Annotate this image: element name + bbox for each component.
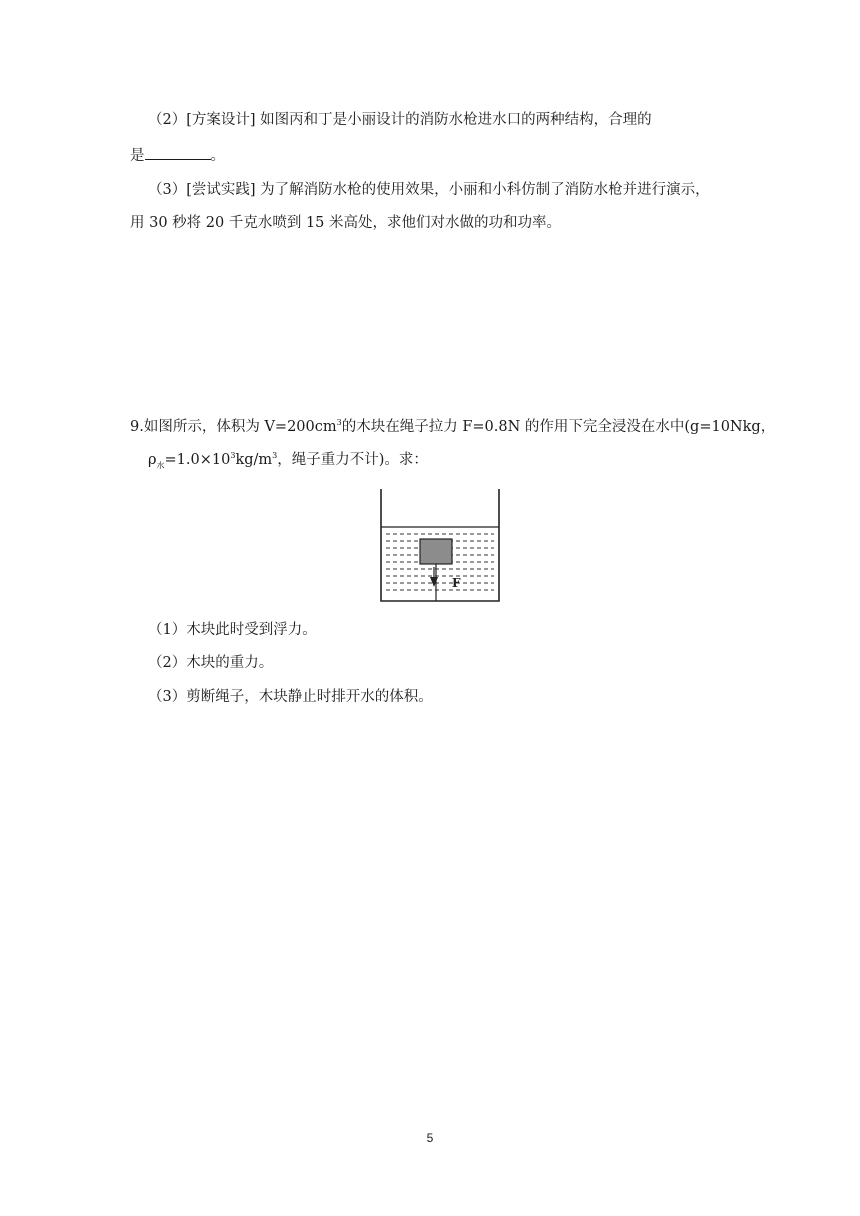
q9-stem-text-1: 9.如图所示，体积为 V=200cm	[130, 419, 337, 435]
q9-rho: ρ	[148, 452, 157, 468]
force-label: F	[452, 576, 461, 590]
beaker-figure	[378, 489, 502, 604]
q9-unit-text: kg/m	[235, 452, 273, 468]
q9-stem-text-2: 的木块在绳子拉力 F=0.8N 的作用下完全浸没在水中(g=10Nkg，	[341, 419, 776, 435]
q9-exp-1: 3	[230, 451, 236, 461]
q8-part3-line2: 用 30 秒将 20 千克水喷到 15 米高处，求他们对水做的功和功率。	[130, 215, 562, 231]
q8-part3-line1: （3）[尝试实践] 为了解消防水枪的使用效果，小丽和小科仿制了消防水枪并进行演示，	[148, 182, 710, 198]
page-number: 5	[426, 1131, 434, 1145]
q9-sub-question-3: （3）剪断绳子，木块静止时排开水的体积。	[148, 689, 433, 705]
q8-part2-prefix: 是	[130, 148, 145, 164]
q9-stem-end: ，绳子重力不计)。求：	[277, 452, 428, 468]
q9-stem-line2	[148, 450, 428, 470]
q8-part2-line2	[130, 145, 225, 166]
force-arrow-head	[430, 577, 438, 587]
q9-sub-question-2: （2）木块的重力。	[148, 655, 274, 671]
q9-rho-subscript: 水	[156, 460, 165, 470]
q8-part2-suffix: 。	[210, 148, 225, 164]
answer-blank[interactable]	[145, 145, 211, 160]
wooden-block	[420, 539, 452, 564]
q8-part2-line1: （2）[方案设计] 如图丙和丁是小丽设计的消防水枪进水口的两种结构，合理的	[148, 112, 652, 128]
q9-superscript: 3	[336, 418, 342, 428]
q9-exp-2: 3	[272, 451, 278, 461]
q9-sub-question-1: （1）木块此时受到浮力。	[148, 622, 317, 638]
q9-density-text: =1.0×10	[164, 452, 231, 468]
q9-stem-line1	[130, 417, 775, 437]
